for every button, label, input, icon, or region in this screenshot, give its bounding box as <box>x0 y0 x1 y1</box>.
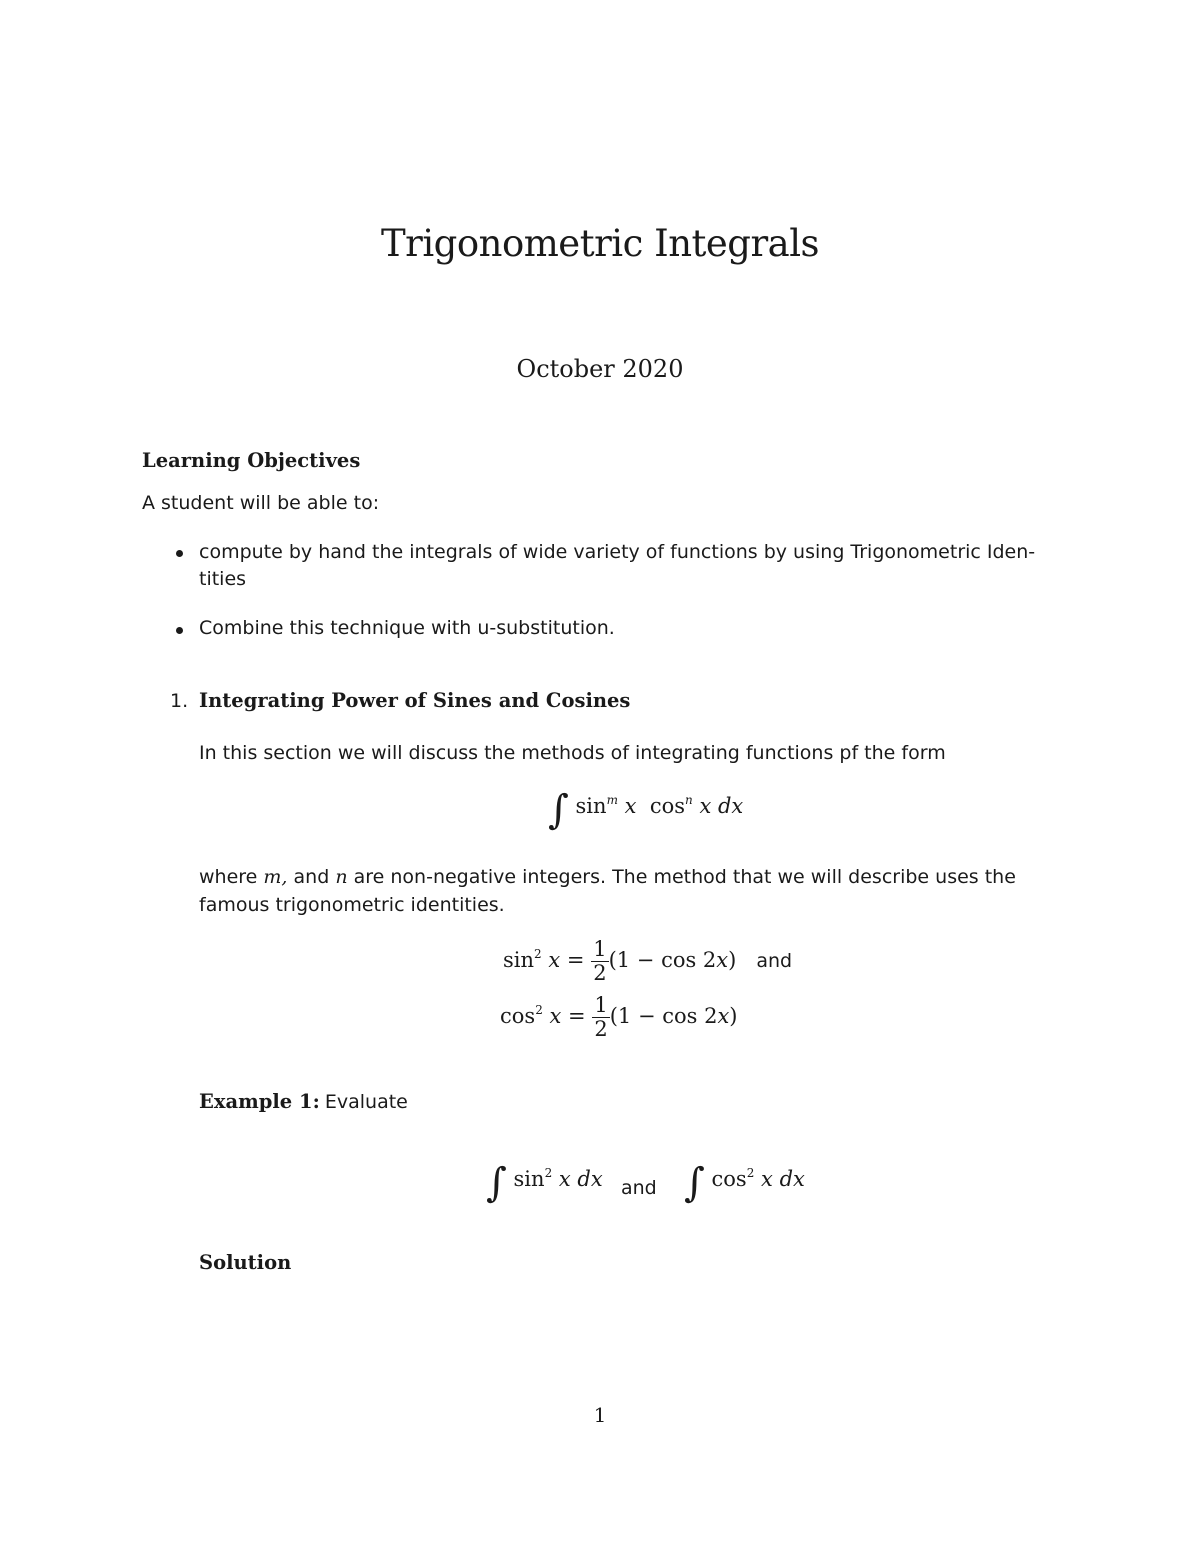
example-integral-sin: ∫ $\sin^2 x$ dx <box>486 1160 603 1206</box>
method-paragraph-line1: where m, and n are non-negative integers. The method that we will describe uses the <box>199 866 1016 888</box>
example-label: Example 1: Evaluate <box>199 1090 408 1113</box>
page-number: 1 <box>593 1403 607 1427</box>
method-paragraph-line2: famous trigonometric identities. <box>199 894 505 916</box>
example-connector: and <box>621 1177 657 1199</box>
bullet-dot <box>176 627 183 634</box>
objective-item: Combine this technique with u-substitution. <box>199 617 615 639</box>
identity-cos-squared: $\cos^2 x$ = $\frac{1}{2}$ (1 − cos 2x) <box>500 993 738 1042</box>
integral-sign: ∫ <box>684 1160 705 1206</box>
objective-item: compute by hand the integrals of wide variety of functions by using Trigonometric Iden- <box>199 541 1036 563</box>
bullet-dot <box>176 550 183 557</box>
objective-item-continued: tities <box>199 568 247 590</box>
integral-sign: ∫ <box>486 1160 507 1206</box>
example-integral-cos: ∫ $\cos^2 x$ dx <box>684 1160 805 1206</box>
section-heading: Integrating Power of Sines and Cosines <box>199 689 631 712</box>
document-title: Trigonometric Integrals <box>380 222 820 265</box>
section-number: 1. <box>170 690 189 712</box>
document-date: October 2020 <box>516 355 684 383</box>
solution-heading: Solution <box>199 1251 292 1274</box>
objectives-heading: Learning Objectives <box>142 449 361 472</box>
identity-sin-squared: $\sin^2 x$ = $\frac{1}{2}$ (1 − cos 2x) and <box>503 937 793 986</box>
integral-sign: ∫ <box>548 787 569 833</box>
section-intro: In this section we will discuss the methods of integrating functions pf the form <box>199 742 946 764</box>
objectives-intro: A student will be able to: <box>142 492 380 514</box>
general-integral: ∫ $\sin^m x$ $\cos^n x$ dx <box>548 787 744 833</box>
